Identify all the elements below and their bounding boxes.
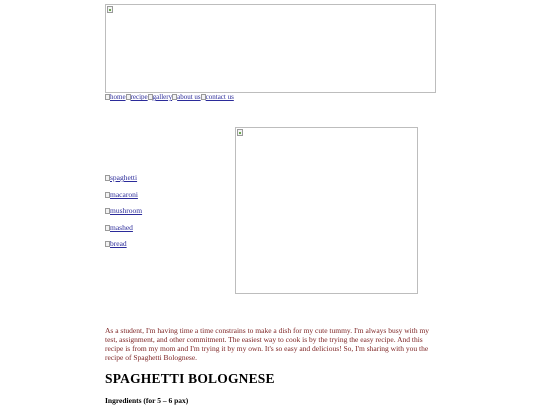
hero-image	[235, 127, 418, 294]
nav-gallery-link[interactable]: gallery	[148, 93, 172, 101]
nav-recipe-link[interactable]: recipe	[126, 93, 148, 101]
intro-paragraph: As a student, I'm having time a time constrains to make a dish for my cute tummy. I'm always busy with my test, assignment, and other commitment. The easiest way to cook is by the trying the easy recipe. And this recipe is from my mom and I'm trying it by my own. It's so easy and delicious! So, I'm sharing with you the recipe of Spaghetti Bolognese.	[105, 326, 430, 362]
page-title: SPAGHETTI BOLOGNESE	[105, 371, 275, 386]
broken-image-icon	[237, 129, 243, 136]
sidebar-item-spaghetti[interactable]: spaghetti	[105, 173, 142, 190]
nav-home-link[interactable]: home	[105, 93, 126, 101]
ingredients-heading: Ingredients (for 5 – 6 pax)	[105, 396, 189, 405]
nav-about-us-link[interactable]: about us	[172, 93, 201, 101]
sidebar-item-mushroom[interactable]: mushroom	[105, 206, 142, 223]
sidebar-item-bread[interactable]: bread	[105, 239, 142, 256]
sidebar-item-macaroni[interactable]: macaroni	[105, 190, 142, 207]
sidebar-item-mashed[interactable]: mashed	[105, 223, 142, 240]
main-nav	[105, 93, 234, 103]
nav-contact-us-link[interactable]: contact us	[201, 93, 234, 101]
recipe-sidebar	[105, 173, 142, 256]
broken-image-icon	[107, 6, 113, 13]
banner-image	[105, 4, 436, 93]
